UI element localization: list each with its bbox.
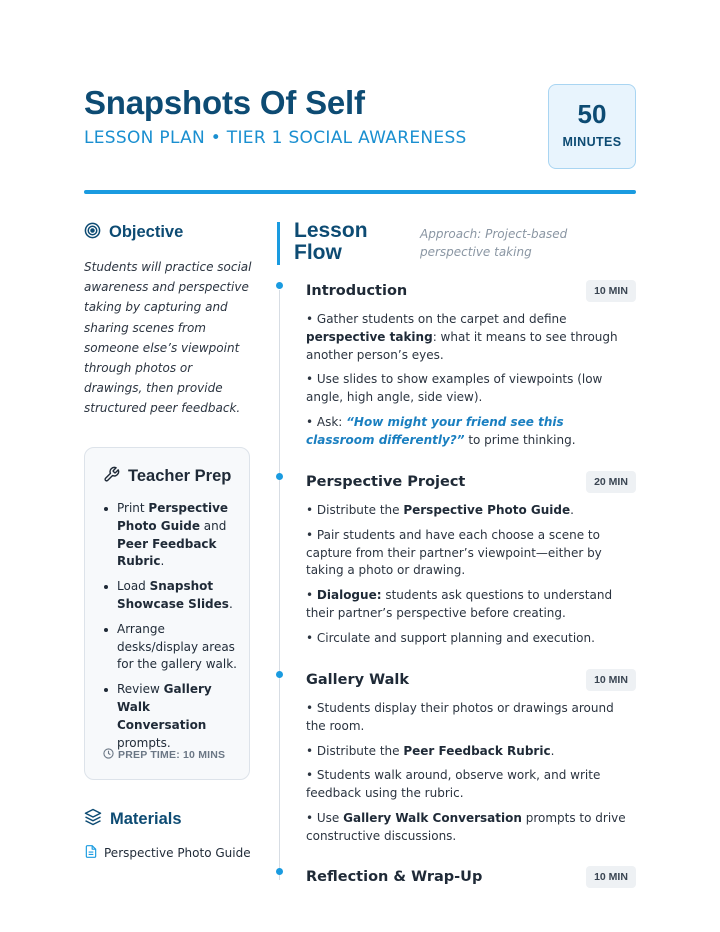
- objective-section: [84, 222, 252, 419]
- materials-section: [84, 808, 254, 862]
- header-divider: [84, 190, 636, 194]
- step-bullet: • Dialogue: students ask questions to understand their partner’s perspective before creating.: [306, 588, 613, 620]
- target-icon: [84, 222, 101, 243]
- lesson-flow-title: Lesson Flow: [294, 219, 368, 264]
- objective-heading: [84, 222, 252, 243]
- step-bullet: • Circulate and support planning and execution.: [306, 630, 595, 645]
- lesson-flow-accent-bar: [277, 222, 280, 265]
- step-bullets: [306, 700, 636, 853]
- lesson-flow-approach: Approach: Project-based perspective taking: [420, 227, 568, 259]
- prep-time-label: PREP TIME: 10 MINS: [118, 749, 226, 761]
- page-subtitle: LESSON PLAN • TIER 1 SOCIAL AWARENESS: [84, 128, 467, 148]
- list-item: Review Gallery Walk Conversation prompts.: [101, 681, 241, 752]
- step-bullets: [306, 502, 636, 655]
- material-item[interactable]: [84, 844, 254, 862]
- list-item: Print Perspective Photo Guide and Peer Feedback Rubric.: [101, 500, 241, 571]
- teacher-prep-title: Teacher Prep: [128, 467, 232, 485]
- step-bullet: • Students display their photos or drawings around the room.: [306, 701, 614, 733]
- step-duration-badge: 20 MIN: [586, 471, 636, 493]
- clock-icon: [103, 748, 114, 762]
- timeline-dot: [276, 868, 283, 875]
- wrench-icon: [103, 466, 120, 487]
- materials-heading: [84, 808, 254, 830]
- layers-icon: [84, 808, 102, 830]
- step-bullet: • Ask: “How might your friend see this classroom differently?” to prime thinking.: [306, 414, 576, 447]
- step-duration-badge: 10 MIN: [586, 280, 636, 302]
- teacher-prep-list: [101, 500, 241, 759]
- timeline-dot: [276, 282, 283, 289]
- duration-badge: [548, 84, 636, 169]
- list-item: Load Snapshot Showcase Slides.: [101, 578, 241, 614]
- document-icon: [84, 844, 98, 862]
- step-bullet: • Distribute the Peer Feedback Rubric.: [306, 743, 555, 758]
- step-bullet: • Students walk around, observe work, and write feedback using the rubric.: [306, 768, 601, 801]
- objective-title: Objective: [109, 223, 184, 241]
- step-title: Gallery Walk: [306, 672, 409, 688]
- step-title: Perspective Project: [306, 474, 466, 490]
- page-title: Snapshots Of Self: [84, 84, 365, 121]
- step-duration-badge: 10 MIN: [586, 669, 636, 691]
- list-item: Arrange desks/display areas for the gallery walk.: [101, 621, 241, 674]
- timeline-dot: [276, 473, 283, 480]
- prep-time: [103, 748, 225, 762]
- step-title: Introduction: [306, 283, 408, 299]
- step-duration-badge: 10 MIN: [586, 866, 636, 888]
- lesson-header: [84, 84, 636, 194]
- teacher-prep-card: [84, 447, 250, 780]
- step-bullets: [306, 311, 636, 457]
- step-title: Reflection & Wrap-Up: [306, 869, 483, 885]
- step-bullet: • Gather students on the carpet and define perspective taking: what it means to see through another person’s eyes.: [306, 312, 618, 362]
- step-bullet: • Use Gallery Walk Conversation prompts to drive constructive discussions.: [306, 810, 626, 843]
- duration-unit: MINUTES: [562, 135, 622, 149]
- objective-text: Students will practice social awareness and perspective taking by capturing and sharing scenes from someone else’s viewpoint through photos or drawings, then provide structured peer feedback.: [84, 260, 252, 416]
- step-bullet: • Distribute the Perspective Photo Guide.: [306, 503, 574, 517]
- step-bullet: • Pair students and have each choose a scene to capture from their partner’s viewpoint—either by taking a photo or drawing.: [306, 527, 602, 578]
- material-item-label: Perspective Photo Guide: [104, 846, 251, 860]
- step-bullet: • Use slides to show examples of viewpoints (low angle, high angle, side view).: [306, 372, 603, 405]
- timeline-line: [279, 290, 280, 880]
- duration-value: 50: [577, 99, 607, 129]
- materials-title: Materials: [110, 809, 182, 828]
- teacher-prep-heading: [103, 466, 231, 487]
- timeline-dot: [276, 671, 283, 678]
